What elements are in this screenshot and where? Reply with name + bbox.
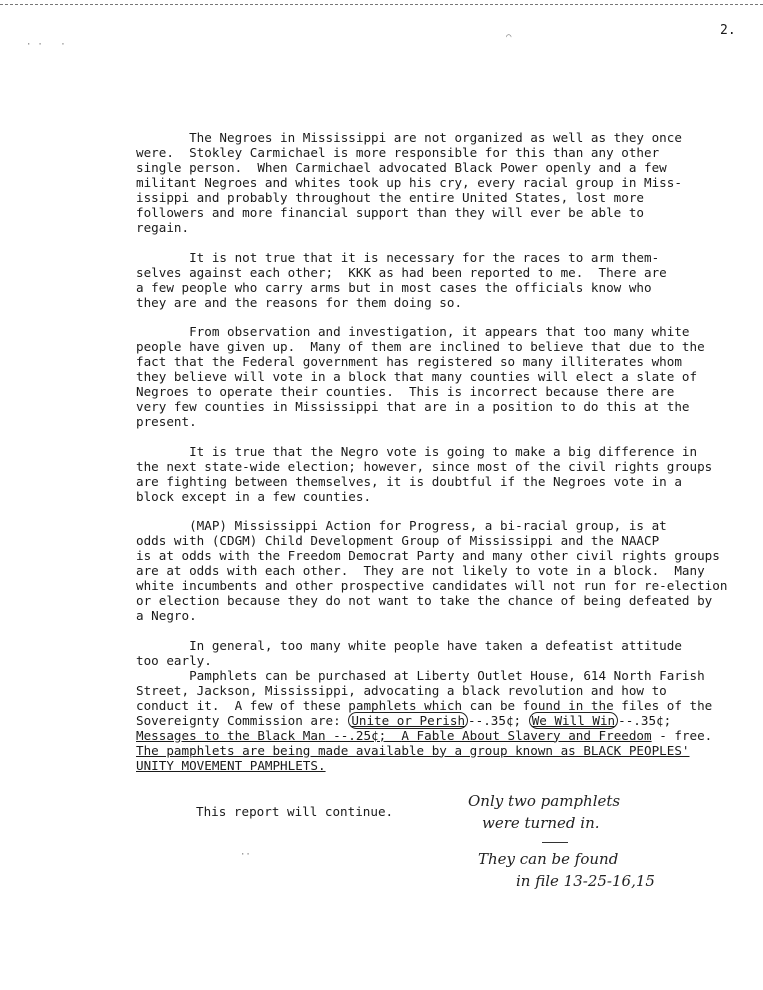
pamphlet-title: We Will Win — [529, 712, 618, 729]
text-line: they believe will vote in a block that many counties will elect a slate of — [136, 369, 698, 384]
text-line: is at odds with the Freedom Democrat Party and many other civil rights groups — [136, 548, 720, 563]
pamphlet-title: Unite or Perish — [348, 712, 468, 729]
text-line: or election because they do not want to take the chance of being defeated by — [136, 593, 713, 608]
text-line: The pamphlets are being made available by a group known as BLACK PEOPLES' — [136, 742, 690, 758]
text-line: regain. — [136, 220, 190, 235]
handwritten-dash — [542, 842, 568, 843]
text-line: white incumbents and other prospective candidates will not run for re-election — [136, 578, 728, 593]
text-line: It is true that the Negro vote is going to make a big difference in — [136, 443, 698, 459]
text-line: block except in a few counties. — [136, 488, 372, 504]
pamphlets-paragraph — [136, 668, 716, 773]
report-body — [136, 130, 728, 773]
text-line: In general, too many white people have taken a defeatist attitude — [136, 637, 682, 653]
scan-specks: ·· · — [26, 40, 72, 50]
handwritten-line: in file 13-25-16,15 — [516, 872, 655, 890]
text-line: single person. When Carmichael advocated Black Power openly and a few — [136, 160, 667, 175]
text-line: too early. — [136, 652, 212, 668]
text-line: The Negroes in Mississippi are not organized as well as they once — [136, 130, 682, 145]
text-line: Street, Jackson, Mississippi, advocating a black revolution and how to — [136, 682, 667, 698]
text-line: Pamphlets can be purchased at Liberty Outlet House, 614 North Farish — [136, 667, 705, 683]
text-line: a Negro. — [136, 608, 197, 623]
text-line: present. — [136, 414, 197, 429]
text-line: were. Stokley Carmichael is more responsible for this than any other — [136, 145, 660, 160]
scan-speck: ·· — [240, 850, 251, 860]
text-line: (MAP) Mississippi Action for Progress, a bi-racial group, is at — [136, 518, 667, 533]
handwritten-line: were turned in. — [482, 814, 600, 832]
text-line: odds with (CDGM) Child Development Group of Mississippi and the NAACP — [136, 533, 660, 548]
handwritten-note — [462, 790, 752, 892]
text-line: Negroes to operate their counties. This is incorrect because there are — [136, 384, 675, 399]
text-line: From observation and investigation, it appears that too many white — [136, 324, 690, 339]
text-line: conduct it. A few of these pamphlets which can be found in the files of the — [136, 697, 713, 713]
text-line: are at odds with each other. They are not likely to vote in a block. Many — [136, 563, 705, 578]
paragraph-group — [136, 130, 728, 668]
pamphlet-price: --.35¢; — [468, 712, 529, 728]
pamphlet-title: Messages to the Black Man — [136, 727, 326, 743]
pamphlet-price: --.25¢; — [325, 727, 402, 743]
paragraph — [136, 130, 716, 235]
text-line: fact that the Federal government has registered so many illiterates whom — [136, 354, 682, 369]
text-line: Sovereignty Commission are: — [136, 712, 349, 728]
text-line: very few counties in Mississippi that are in a position to do this at the — [136, 399, 690, 414]
paragraph — [136, 250, 716, 310]
paragraph — [136, 324, 716, 429]
top-rule — [0, 0, 763, 5]
page-number: 2. — [720, 23, 736, 38]
text-line: a few people who carry arms but in most cases the officials know who — [136, 279, 652, 295]
text-line: the next state-wide election; however, since most of the civil rights groups — [136, 458, 713, 474]
text-line: It is not true that it is necessary for the races to arm them- — [136, 249, 660, 265]
pamphlet-title: A Fable About Slavery and Freedom — [401, 727, 652, 743]
text-line: militant Negroes and whites took up his cry, every racial group in Miss- — [136, 175, 682, 190]
paragraph — [136, 518, 728, 623]
text-line: selves against each other; KKK as had been reported to me. There are — [136, 264, 667, 280]
text-line: UNITY MOVEMENT PAMPHLETS. — [136, 757, 326, 773]
closing-line: This report will continue. — [196, 804, 394, 819]
scan-speck: ⌒ — [506, 32, 512, 42]
text-line: followers and more financial support than they will ever be able to — [136, 205, 644, 220]
pamphlet-price: - free. — [651, 727, 713, 743]
pamphlet-price: --.35¢; — [618, 712, 672, 728]
text-line: are fighting between themselves, it is doubtful if the Negroes vote in a — [136, 473, 682, 489]
text-line: they are and the reasons for them doing so. — [136, 294, 463, 310]
paragraph — [136, 444, 716, 504]
paragraph — [136, 638, 716, 668]
text-line: issippi and probably throughout the entire United States, lost more — [136, 190, 644, 205]
handwritten-line: Only two pamphlets — [468, 792, 621, 810]
text-line: people have given up. Many of them are inclined to believe that due to the — [136, 339, 705, 354]
handwritten-line: They can be found — [478, 850, 619, 868]
